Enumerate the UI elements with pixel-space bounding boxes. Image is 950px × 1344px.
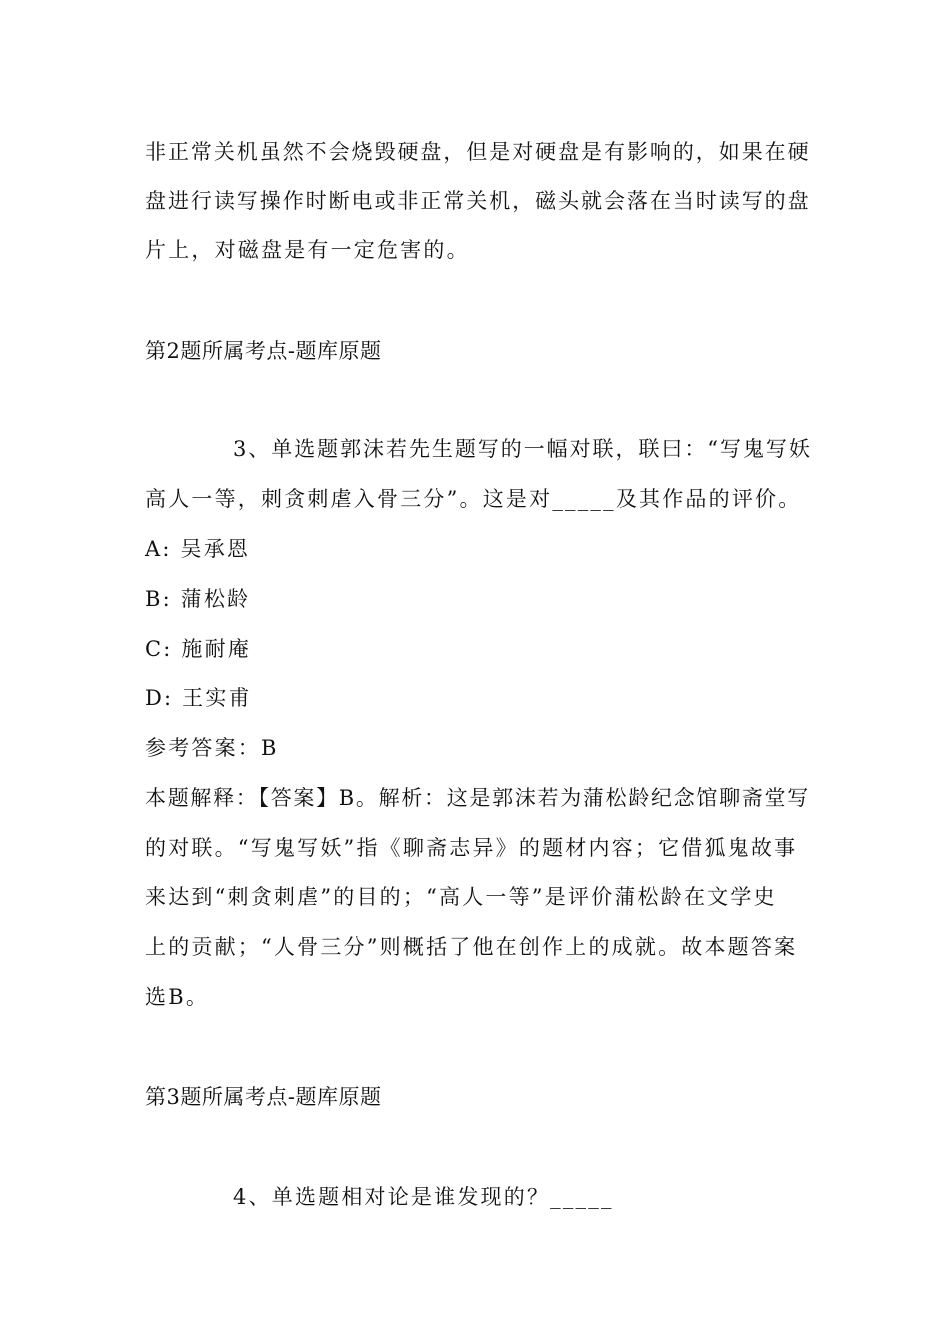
explanation-line: 上的贡献；“人骨三分”则概括了他在创作上的成就。故本题答案 [145,935,798,959]
explanation-line: 本题解释：【答案】B。解析：这是郭沫若为蒲松龄纪念馆聊斋堂写 [145,786,810,810]
paragraph-line: 盘进行读写操作时断电或非正常关机，磁头就会落在当时读写的盘 [145,189,811,213]
question-line: 3、单选题郭沫若先生题写的一幅对联，联曰：“写鬼写妖 [233,437,812,461]
question-line: 4、单选题相对论是谁发现的？_____ [233,1185,614,1209]
option-a: A: 吴承恩 [145,537,251,561]
explanation-line: 来达到“刺贪刺虐”的目的；“高人一等”是评价蒲松龄在文学史 [145,885,777,909]
question-line: 高人一等，刺贪刺虐入骨三分”。这是对_____及其作品的评价。 [145,487,802,511]
option-d: D: 王实甫 [145,686,252,710]
answer: 参考答案：B [145,736,279,760]
explanation-line: 选B。 [145,985,210,1009]
section-topic: 第3题所属考点-题库原题 [145,1085,382,1109]
paragraph-line: 非正常关机虽然不会烧毁硬盘，但是对硬盘是有影响的，如果在硬 [145,140,811,164]
option-c: C: 施耐庵 [145,637,252,661]
section-topic: 第2题所属考点-题库原题 [145,339,382,363]
paragraph-line: 片上，对磁盘是有一定危害的。 [145,238,470,262]
explanation-line: 的对联。“写鬼写妖”指《聊斋志异》的题材内容；它借狐鬼故事 [145,836,798,860]
option-b: B: 蒲松龄 [145,587,251,611]
